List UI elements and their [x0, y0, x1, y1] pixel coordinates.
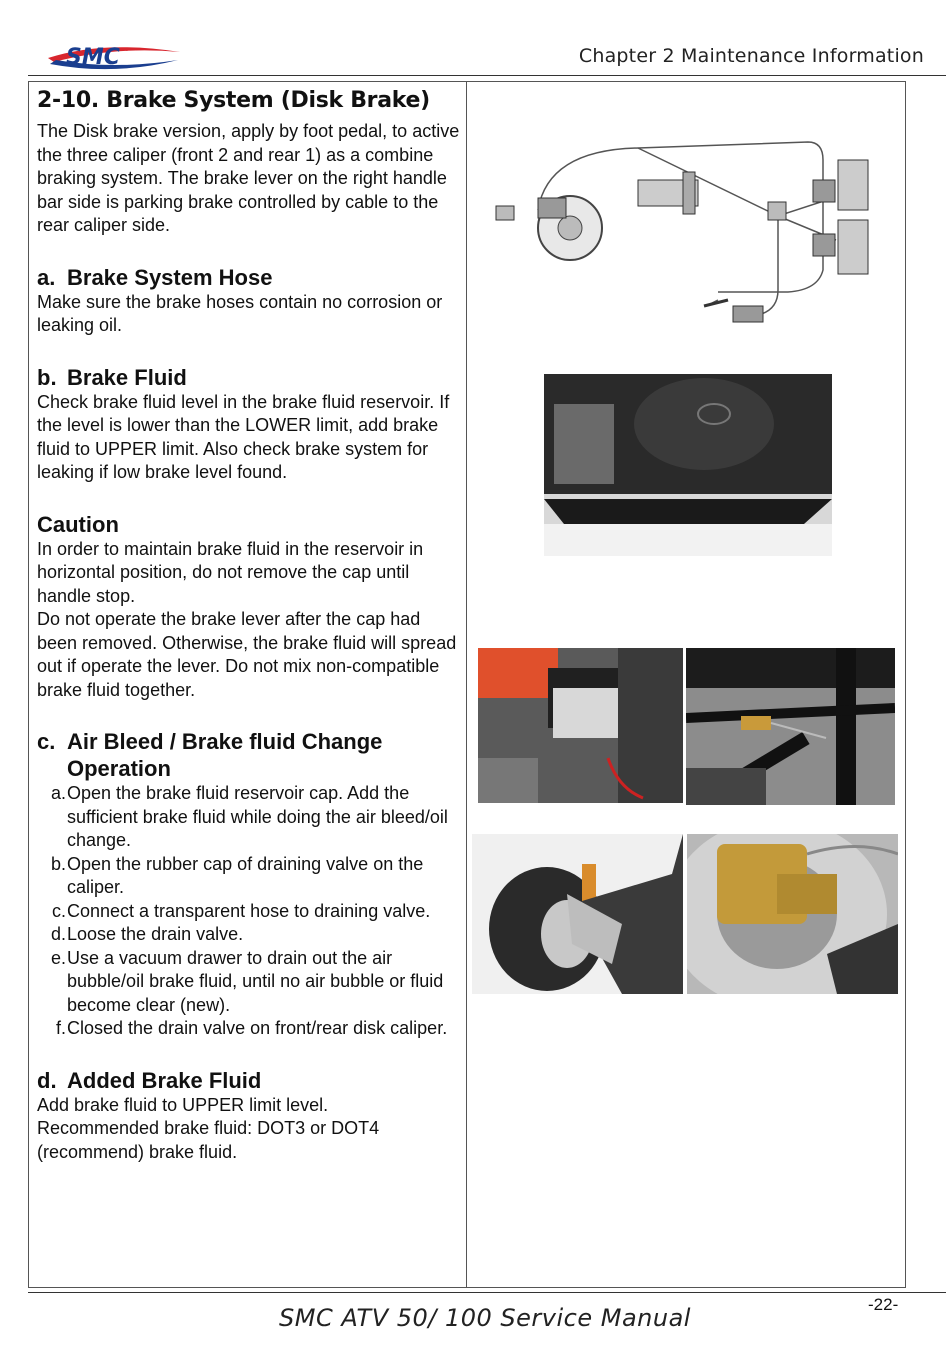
section-title: 2-10. Brake System (Disk Brake) — [37, 88, 430, 113]
hose-title: Brake System Hose — [67, 264, 273, 290]
list-marker: e. — [50, 947, 66, 968]
drain-valve-photo — [686, 648, 895, 805]
chapter-header: Chapter 2 Maintenance Information — [578, 45, 924, 67]
list-item — [37, 923, 461, 947]
bleed-heading — [37, 728, 461, 782]
bleed-title: Air Bleed / Brake fluid Change Operation — [67, 729, 383, 781]
manual-title: SMC ATV 50/ 100 Service Manual — [279, 1304, 691, 1332]
added-title: Added Brake Fluid — [67, 1067, 262, 1093]
brake-system-diagram — [478, 120, 888, 360]
list-marker: d. — [50, 924, 66, 944]
wheel-photo — [472, 834, 683, 994]
added-label: d. — [37, 1067, 57, 1093]
engine-photo — [544, 374, 832, 556]
list-item — [37, 900, 461, 924]
list-text: Open the brake fluid reservoir cap. Add the sufficient brake fluid while doing the air bleed/oil change. — [67, 783, 448, 850]
bleed-steps — [37, 782, 461, 1041]
caution-text-1: In order to maintain brake fluid in the reservoir in horizontal position, do not remove the cap until handle stop. — [37, 538, 424, 606]
list-text: Connect a transparent hose to draining valve. — [67, 900, 431, 921]
fluid-label: b. — [37, 364, 57, 390]
hose-label: a. — [37, 264, 56, 290]
list-text: Use a vacuum drawer to drain out the air bubble/oil brake fluid, until no air bubble or fluid become clear (new). — [67, 947, 444, 1015]
smc-logo — [44, 36, 184, 76]
list-item — [37, 1017, 461, 1041]
fluid-text: Check brake fluid level in the brake fluid reservoir. If the level is lower than the LOWER limit, add brake fluid to UPPER limit. Also check brake system for leaking if low brake level found. — [37, 391, 450, 482]
list-marker: a. — [50, 783, 66, 803]
list-marker: c. — [51, 900, 66, 921]
hose-heading — [37, 264, 461, 291]
list-marker: b. — [50, 853, 66, 874]
svg-text:SMC: SMC — [66, 45, 120, 70]
added-heading — [37, 1067, 461, 1094]
added-text-1: Add brake fluid to UPPER limit level. — [37, 1094, 329, 1115]
list-item — [37, 853, 461, 900]
fluid-heading — [37, 364, 461, 391]
column-divider — [466, 81, 467, 1288]
list-text: Closed the drain valve on front/rear disk caliper. — [67, 1018, 448, 1038]
caution-heading: Caution — [37, 511, 119, 537]
footer-rule — [28, 1292, 946, 1293]
hose-text: Make sure the brake hoses contain no corrosion or leaking oil. — [37, 291, 443, 335]
added-text-2: Recommended brake fluid: DOT3 or DOT4 (recommend) brake fluid. — [37, 1118, 380, 1162]
caution-text-2: Do not operate the brake lever after the cap had been removed. Otherwise, the brake fluid will spread out if operate the lever. Do not mix non-compatible brake fluid together. — [37, 609, 457, 700]
caliper-photo — [687, 834, 898, 994]
list-text: Open the rubber cap of draining valve on the caliper. — [67, 853, 424, 897]
list-item — [37, 947, 461, 1018]
reservoir-photo — [478, 648, 683, 803]
list-marker: f. — [55, 1018, 66, 1038]
section-intro: The Disk brake version, apply by foot pedal, to active the three caliper (front 2 and rear 1) as a combine braking system. The brake lever on the right handle bar side is parking brake controlled by cable to the rear caliper side. — [37, 121, 460, 235]
list-item — [37, 782, 461, 853]
page-number: -22- — [868, 1295, 899, 1314]
header-rule — [28, 75, 946, 76]
text-column — [37, 88, 461, 1164]
list-text: Loose the drain valve. — [67, 924, 244, 944]
fluid-title: Brake Fluid — [67, 364, 187, 390]
bleed-label: c. — [37, 729, 56, 754]
